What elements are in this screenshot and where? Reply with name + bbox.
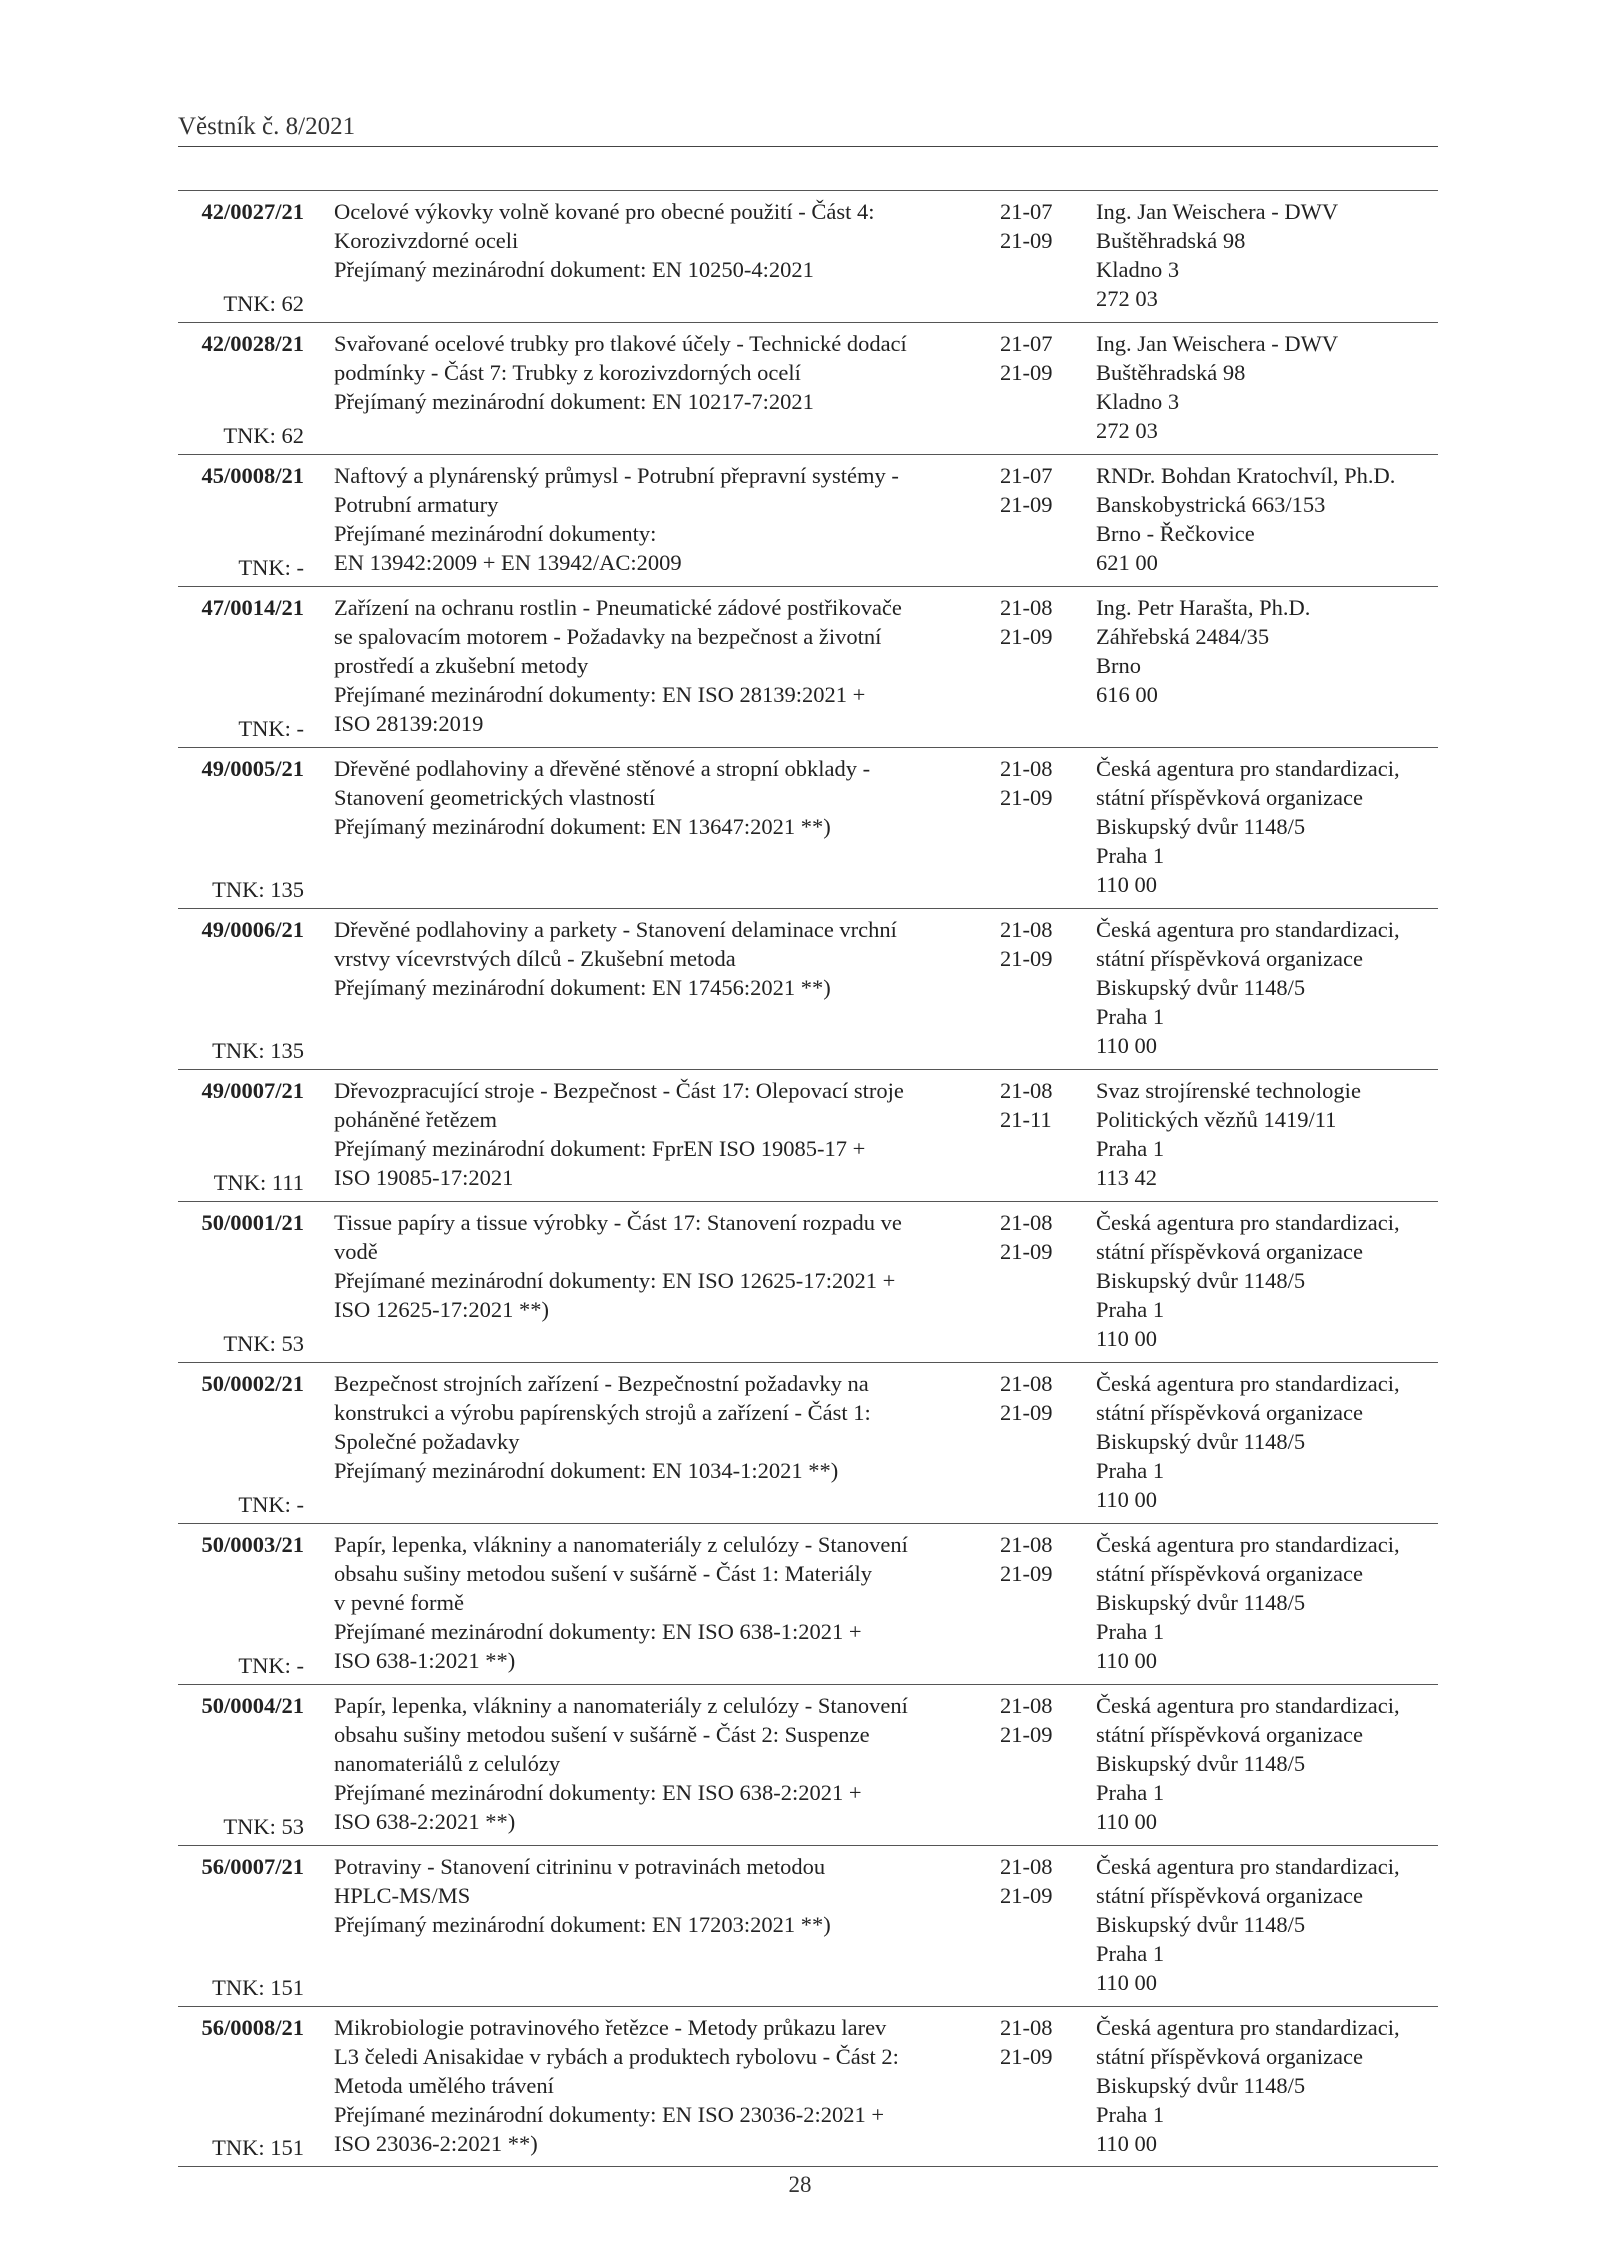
- entry-contact-line: státní příspěvková organizace: [1096, 946, 1363, 971]
- standards-list: [178, 190, 1438, 2167]
- entry-contact-line: Praha 1: [1096, 1004, 1165, 1029]
- standard-entry: [178, 1845, 1438, 2006]
- entry-title-line: Přejímaný mezinárodní dokument: EN 10217-7:2021: [334, 389, 814, 414]
- entry-title-line: Ocelové výkovky volně kované pro obecné použití - Část 4:: [334, 199, 875, 224]
- entry-title-line: Přejímané mezinárodní dokumenty: EN ISO 638-2:2021 +: [334, 1780, 862, 1805]
- entry-contact-line: 110 00: [1096, 2131, 1158, 2156]
- entry-contact-line: státní příspěvková organizace: [1096, 1722, 1363, 1747]
- entry-title-line: Korozivzdorné oceli: [334, 228, 519, 253]
- standard-entry: [178, 1362, 1438, 1523]
- standard-entry: [178, 908, 1438, 1069]
- entry-title-line: Přejímaný mezinárodní dokument: EN 10250-4:2021: [334, 257, 814, 282]
- entry-title-line: Stanovení geometrických vlastností: [334, 785, 656, 810]
- entry-title-line: Přejímané mezinárodní dokumenty:: [334, 521, 657, 546]
- entry-number: 50/0002/21: [201, 1371, 304, 1396]
- entry-dates: [1000, 1691, 1080, 1749]
- entry-title-line: Přejímaný mezinárodní dokument: EN 17456:2021 **): [334, 975, 831, 1000]
- entry-title-line: Metoda umělého trávení: [334, 2073, 554, 2098]
- entry-contact-line: 110 00: [1096, 1970, 1158, 1995]
- entry-id-column: [178, 1076, 304, 1197]
- entry-contact-line: 110 00: [1096, 872, 1158, 897]
- entry-tnk: TNK: -: [238, 1653, 304, 1678]
- entry-title: [334, 2013, 979, 2158]
- entry-title-line: vodě: [334, 1239, 378, 1264]
- entry-contact-line: Biskupský dvůr 1148/5: [1096, 975, 1306, 1000]
- entry-id-column: [178, 593, 304, 743]
- entry-contact-line: Biskupský dvůr 1148/5: [1096, 1268, 1306, 1293]
- entry-date: 21-09: [1000, 2044, 1053, 2069]
- entry-title-line: Potraviny - Stanovení citrininu v potravinách metodou: [334, 1854, 826, 1879]
- entry-title-line: Přejímaný mezinárodní dokument: EN 1034-1:2021 **): [334, 1458, 839, 1483]
- entry-contact-line: 621 00: [1096, 550, 1158, 575]
- entry-id-column: [178, 754, 304, 904]
- entry-id-column: [178, 2013, 304, 2162]
- entry-dates: [1000, 329, 1080, 387]
- entry-number: 50/0004/21: [201, 1693, 304, 1718]
- entry-number: 49/0005/21: [201, 756, 304, 781]
- entry-title-line: Papír, lepenka, vlákniny a nanomateriály z celulózy - Stanovení: [334, 1693, 908, 1718]
- entry-date: 21-09: [1000, 1722, 1053, 1747]
- entry-contact-line: Praha 1: [1096, 1136, 1165, 1161]
- entry-title-line: EN 13942:2009 + EN 13942/AC:2009: [334, 550, 682, 575]
- entry-number: 50/0003/21: [201, 1532, 304, 1557]
- entry-date: 21-08: [1000, 917, 1053, 942]
- entry-number: 47/0014/21: [201, 595, 304, 620]
- entry-contact-line: Praha 1: [1096, 1941, 1165, 1966]
- entry-title-line: poháněné řetězem: [334, 1107, 498, 1132]
- standard-entry: [178, 1069, 1438, 1201]
- entry-date: 21-08: [1000, 1210, 1053, 1235]
- entry-title-line: Přejímaný mezinárodní dokument: FprEN ISO 19085-17 +: [334, 1136, 866, 1161]
- entry-title-line: podmínky - Část 7: Trubky z korozivzdorných ocelí: [334, 360, 801, 385]
- entry-id-column: [178, 329, 304, 450]
- entry-date: 21-07: [1000, 199, 1053, 224]
- entry-contact: [1096, 2013, 1441, 2158]
- entry-contact-line: 110 00: [1096, 1033, 1158, 1058]
- entry-title-line: v pevné formě: [334, 1590, 464, 1615]
- entry-contact-line: státní příspěvková organizace: [1096, 785, 1363, 810]
- entry-date: 21-09: [1000, 1400, 1053, 1425]
- entry-contact-line: Praha 1: [1096, 1297, 1165, 1322]
- entry-dates: [1000, 197, 1080, 255]
- entry-contact-line: Brno: [1096, 653, 1141, 678]
- entry-title: [334, 329, 979, 416]
- entry-contact: [1096, 461, 1441, 577]
- entry-contact: [1096, 1530, 1441, 1675]
- entry-dates: [1000, 1076, 1080, 1134]
- entry-date: 21-08: [1000, 2015, 1053, 2040]
- entry-date: 21-08: [1000, 1854, 1053, 1879]
- entry-tnk: TNK: -: [238, 555, 304, 580]
- entry-contact-line: Praha 1: [1096, 1619, 1165, 1644]
- entry-contact-line: 272 03: [1096, 418, 1158, 443]
- entry-contact: [1096, 915, 1441, 1060]
- entry-contact-line: RNDr. Bohdan Kratochvíl, Ph.D.: [1096, 463, 1396, 488]
- entry-contact-line: Ing. Petr Harašta, Ph.D.: [1096, 595, 1311, 620]
- entry-contact: [1096, 197, 1441, 313]
- entry-tnk: TNK: 53: [223, 1331, 304, 1356]
- entry-dates: [1000, 593, 1080, 651]
- entry-title: [334, 1208, 979, 1324]
- entry-title-line: Přejímané mezinárodní dokumenty: EN ISO 12625-17:2021 +: [334, 1268, 896, 1293]
- entry-title: [334, 754, 979, 841]
- entry-title-line: ISO 28139:2019: [334, 711, 484, 736]
- entry-dates: [1000, 915, 1080, 973]
- entry-contact-line: státní příspěvková organizace: [1096, 1561, 1363, 1586]
- entry-contact: [1096, 1691, 1441, 1836]
- entry-contact-line: 110 00: [1096, 1326, 1158, 1351]
- standard-entry: [178, 1201, 1438, 1362]
- entry-title-line: vrstvy vícevrstvých dílců - Zkušební metoda: [334, 946, 736, 971]
- entry-id-column: [178, 1852, 304, 2002]
- entry-contact: [1096, 329, 1441, 445]
- entry-contact: [1096, 593, 1441, 709]
- standard-entry: [178, 454, 1438, 586]
- entry-id-column: [178, 1208, 304, 1358]
- page-number: 28: [788, 2172, 812, 2197]
- entry-number: 50/0001/21: [201, 1210, 304, 1235]
- entry-date: 21-09: [1000, 1561, 1053, 1586]
- entry-contact-line: Záhřebská 2484/35: [1096, 624, 1270, 649]
- entry-title-line: se spalovacím motorem - Požadavky na bezpečnost a životní: [334, 624, 882, 649]
- entry-contact-line: Česká agentura pro standardizaci,: [1096, 1210, 1400, 1235]
- entry-number: 49/0006/21: [201, 917, 304, 942]
- entry-title-line: Přejímaný mezinárodní dokument: EN 17203:2021 **): [334, 1912, 831, 1937]
- entry-tnk: TNK: 151: [212, 2135, 304, 2160]
- entry-title: [334, 1369, 979, 1485]
- entry-contact-line: Ing. Jan Weischera - DWV: [1096, 199, 1339, 224]
- entry-contact-line: 113 42: [1096, 1165, 1158, 1190]
- entry-dates: [1000, 1369, 1080, 1427]
- entry-title: [334, 197, 979, 284]
- entry-contact: [1096, 1208, 1441, 1353]
- entry-contact: [1096, 1852, 1441, 1997]
- entry-title-line: HPLC-MS/MS: [334, 1883, 471, 1908]
- entry-contact-line: Biskupský dvůr 1148/5: [1096, 1751, 1306, 1776]
- entry-contact-line: 272 03: [1096, 286, 1158, 311]
- entry-contact-line: Praha 1: [1096, 1458, 1165, 1483]
- entry-title-line: L3 čeledi Anisakidae v rybách a produktech rybolovu - Část 2:: [334, 2044, 899, 2069]
- entry-number: 42/0028/21: [201, 331, 304, 356]
- entry-date: 21-08: [1000, 595, 1053, 620]
- entry-contact-line: Česká agentura pro standardizaci,: [1096, 1532, 1400, 1557]
- entry-contact-line: státní příspěvková organizace: [1096, 1239, 1363, 1264]
- entry-contact-line: Biskupský dvůr 1148/5: [1096, 814, 1306, 839]
- entry-contact-line: Česká agentura pro standardizaci,: [1096, 1854, 1400, 1879]
- entry-number: 45/0008/21: [201, 463, 304, 488]
- entry-title-line: obsahu sušiny metodou sušení v sušárně - Část 2: Suspenze: [334, 1722, 870, 1747]
- standard-entry: [178, 1684, 1438, 1845]
- entry-dates: [1000, 1852, 1080, 1910]
- entry-title-line: Naftový a plynárenský průmysl - Potrubní přepravní systémy -: [334, 463, 899, 488]
- entry-contact-line: 110 00: [1096, 1809, 1158, 1834]
- entry-contact-line: Česká agentura pro standardizaci,: [1096, 756, 1400, 781]
- entry-contact-line: Praha 1: [1096, 843, 1165, 868]
- entry-contact-line: Biskupský dvůr 1148/5: [1096, 2073, 1306, 2098]
- entry-contact: [1096, 1369, 1441, 1514]
- entry-date: 21-09: [1000, 1239, 1053, 1264]
- entry-contact-line: Brno - Řečkovice: [1096, 521, 1255, 546]
- standard-entry: [178, 2006, 1438, 2167]
- entry-title: [334, 1076, 979, 1192]
- entry-title-line: Bezpečnost strojních zařízení - Bezpečnostní požadavky na: [334, 1371, 869, 1396]
- entry-tnk: TNK: -: [238, 716, 304, 741]
- entry-contact-line: Česká agentura pro standardizaci,: [1096, 1371, 1400, 1396]
- entry-title-line: ISO 12625-17:2021 **): [334, 1297, 549, 1322]
- entry-dates: [1000, 1530, 1080, 1588]
- entry-contact-line: 110 00: [1096, 1648, 1158, 1673]
- entry-title-line: Přejímané mezinárodní dokumenty: EN ISO 638-1:2021 +: [334, 1619, 862, 1644]
- entry-contact-line: Buštěhradská 98: [1096, 228, 1246, 253]
- entry-date: 21-07: [1000, 463, 1053, 488]
- entry-title-line: Svařované ocelové trubky pro tlakové účely - Technické dodací: [334, 331, 907, 356]
- standard-entry: [178, 1523, 1438, 1684]
- entry-id-column: [178, 1369, 304, 1519]
- entry-title-line: prostředí a zkušební metody: [334, 653, 589, 678]
- entry-tnk: TNK: 151: [212, 1975, 304, 2000]
- entry-id-column: [178, 197, 304, 318]
- entry-date: 21-08: [1000, 756, 1053, 781]
- entry-title-line: Zařízení na ochranu rostlin - Pneumatické zádové postřikovače: [334, 595, 902, 620]
- entry-title: [334, 915, 979, 1002]
- entry-tnk: TNK: 111: [213, 1170, 304, 1195]
- entry-date: 21-08: [1000, 1371, 1053, 1396]
- entry-title: [334, 593, 979, 738]
- entry-title: [334, 461, 979, 577]
- entry-contact-line: Kladno 3: [1096, 389, 1180, 414]
- entry-number: 49/0007/21: [201, 1078, 304, 1103]
- entry-title-line: nanomateriálů z celulózy: [334, 1751, 561, 1776]
- entry-date: 21-09: [1000, 360, 1053, 385]
- entry-title: [334, 1852, 979, 1939]
- entry-title: [334, 1530, 979, 1675]
- entry-dates: [1000, 2013, 1080, 2071]
- entry-contact-line: státní příspěvková organizace: [1096, 1400, 1363, 1425]
- entry-tnk: TNK: 62: [223, 423, 304, 448]
- entry-contact-line: Česká agentura pro standardizaci,: [1096, 2015, 1400, 2040]
- entry-title-line: konstrukci a výrobu papírenských strojů a zařízení - Část 1:: [334, 1400, 871, 1425]
- entry-title-line: ISO 23036-2:2021 **): [334, 2131, 538, 2156]
- entry-title-line: Dřevěné podlahoviny a parkety - Stanovení delaminace vrchní: [334, 917, 897, 942]
- entry-dates: [1000, 1208, 1080, 1266]
- entry-contact-line: státní příspěvková organizace: [1096, 2044, 1363, 2069]
- entry-title-line: ISO 638-2:2021 **): [334, 1809, 516, 1834]
- page-header-title: Věstník č. 8/2021: [178, 113, 356, 140]
- entry-contact-line: Ing. Jan Weischera - DWV: [1096, 331, 1339, 356]
- entry-number: 56/0007/21: [201, 1854, 304, 1879]
- entry-date: 21-07: [1000, 331, 1053, 356]
- entry-tnk: TNK: 62: [223, 291, 304, 316]
- entry-title-line: Přejímané mezinárodní dokumenty: EN ISO 23036-2:2021 +: [334, 2102, 885, 2127]
- entry-contact-line: Svaz strojírenské technologie: [1096, 1078, 1361, 1103]
- entry-dates: [1000, 461, 1080, 519]
- entry-contact: [1096, 1076, 1441, 1192]
- entry-tnk: TNK: 135: [212, 1038, 304, 1063]
- entry-tnk: TNK: 53: [223, 1814, 304, 1839]
- entry-id-column: [178, 1530, 304, 1680]
- entry-title-line: Přejímaný mezinárodní dokument: EN 13647:2021 **): [334, 814, 831, 839]
- entry-contact-line: Praha 1: [1096, 1780, 1165, 1805]
- entry-title-line: Dřevozpracující stroje - Bezpečnost - Část 17: Olepovací stroje: [334, 1078, 904, 1103]
- entry-contact-line: Politických vězňů 1419/11: [1096, 1107, 1337, 1132]
- entry-number: 56/0008/21: [201, 2015, 304, 2040]
- entry-title-line: Papír, lepenka, vlákniny a nanomateriály z celulózy - Stanovení: [334, 1532, 908, 1557]
- entry-contact-line: Česká agentura pro standardizaci,: [1096, 917, 1400, 942]
- entry-date: 21-08: [1000, 1078, 1053, 1103]
- entry-contact-line: státní příspěvková organizace: [1096, 1883, 1363, 1908]
- entry-title-line: ISO 638-1:2021 **): [334, 1648, 516, 1673]
- header-divider: [178, 146, 1438, 147]
- entry-title-line: Společné požadavky: [334, 1429, 520, 1454]
- entry-date: 21-11: [1000, 1107, 1052, 1132]
- entry-contact: [1096, 754, 1441, 899]
- entry-contact-line: 616 00: [1096, 682, 1158, 707]
- standard-entry: [178, 586, 1438, 747]
- entry-title-line: Tissue papíry a tissue výrobky - Část 17: Stanovení rozpadu ve: [334, 1210, 902, 1235]
- entry-date: 21-08: [1000, 1532, 1053, 1557]
- entry-contact-line: Praha 1: [1096, 2102, 1165, 2127]
- entry-date: 21-09: [1000, 1883, 1053, 1908]
- entry-number: 42/0027/21: [201, 199, 304, 224]
- entry-date: 21-09: [1000, 946, 1053, 971]
- entry-contact-line: Česká agentura pro standardizaci,: [1096, 1693, 1400, 1718]
- entry-contact-line: Buštěhradská 98: [1096, 360, 1246, 385]
- entry-id-column: [178, 461, 304, 582]
- entry-contact-line: Biskupský dvůr 1148/5: [1096, 1429, 1306, 1454]
- entry-contact-line: Kladno 3: [1096, 257, 1180, 282]
- entry-title-line: ISO 19085-17:2021: [334, 1165, 514, 1190]
- entry-date: 21-09: [1000, 228, 1053, 253]
- standard-entry: [178, 190, 1438, 322]
- entry-date: 21-08: [1000, 1693, 1053, 1718]
- entry-title-line: Dřevěné podlahoviny a dřevěné stěnové a stropní obklady -: [334, 756, 871, 781]
- entry-date: 21-09: [1000, 785, 1053, 810]
- entry-contact-line: 110 00: [1096, 1487, 1158, 1512]
- entry-title-line: obsahu sušiny metodou sušení v sušárně - Část 1: Materiály: [334, 1561, 873, 1586]
- standard-entry: [178, 322, 1438, 454]
- entry-tnk: TNK: 135: [212, 877, 304, 902]
- entry-contact-line: Biskupský dvůr 1148/5: [1096, 1590, 1306, 1615]
- entry-id-column: [178, 1691, 304, 1841]
- entry-date: 21-09: [1000, 492, 1053, 517]
- entry-id-column: [178, 915, 304, 1065]
- entry-contact-line: Banskobystrická 663/153: [1096, 492, 1326, 517]
- entry-date: 21-09: [1000, 624, 1053, 649]
- entry-dates: [1000, 754, 1080, 812]
- entry-title-line: Potrubní armatury: [334, 492, 499, 517]
- standard-entry: [178, 747, 1438, 908]
- entry-tnk: TNK: -: [238, 1492, 304, 1517]
- entry-title: [334, 1691, 979, 1836]
- entry-contact-line: Biskupský dvůr 1148/5: [1096, 1912, 1306, 1937]
- entry-title-line: Mikrobiologie potravinového řetězce - Metody průkazu larev: [334, 2015, 887, 2040]
- entry-title-line: Přejímané mezinárodní dokumenty: EN ISO 28139:2021 +: [334, 682, 866, 707]
